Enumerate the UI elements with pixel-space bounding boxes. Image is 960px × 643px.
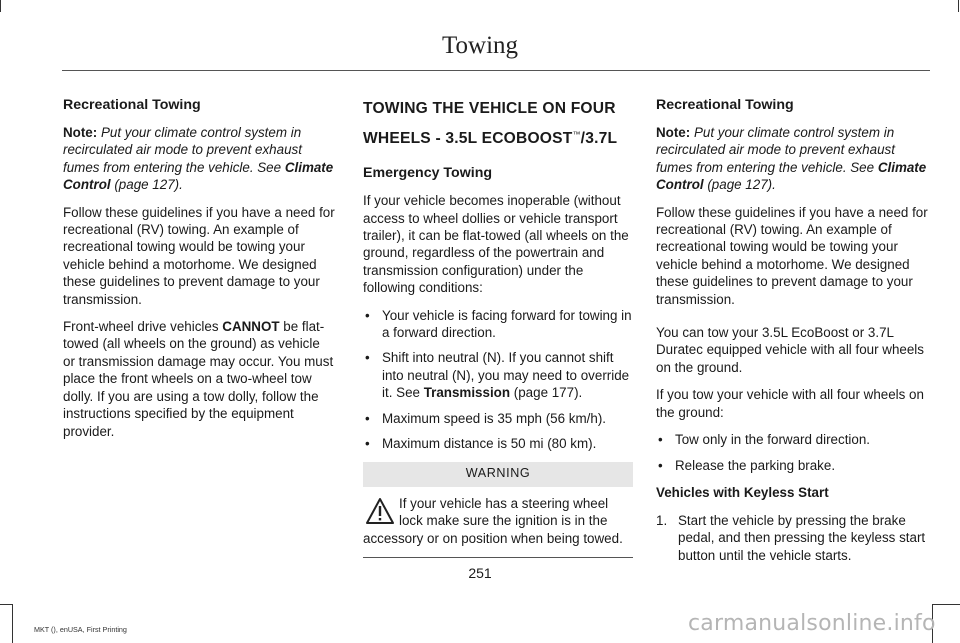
crop-mark-bottom-left xyxy=(12,604,13,643)
step-number: 1. xyxy=(656,512,668,528)
crop-mark-bottom-left-h xyxy=(0,604,12,605)
crop-mark-top-right xyxy=(958,0,959,12)
list-item: • Maximum distance is 50 mi (80 km). xyxy=(363,435,633,452)
rv-guidelines-paragraph-right: Follow these guidelines if you have a need for recreational (RV) towing. An example of recreational towing would be towing your vehicle behind a motorhome. We designed these guidelines to prevent damage to your transmission. xyxy=(656,204,928,307)
emergency-towing-heading: Emergency Towing xyxy=(363,165,493,182)
recreational-towing-heading-right: Recreational Towing xyxy=(656,97,794,113)
towing-conditions-list xyxy=(363,307,633,453)
climate-control-link[interactable]: Climate Control xyxy=(63,159,334,193)
note-text: Put your climate control system in recirculated air mode to prevent exhaust fumes from entering the vehicle. See xyxy=(63,125,302,175)
title-line-2a: WHEELS - 3.5L ECOBOOST xyxy=(363,130,573,148)
page-number: 251 xyxy=(468,565,492,581)
tow-on-ground-paragraph: If you tow your vehicle with all four wheels on the ground: xyxy=(656,387,924,420)
note-label: Note: xyxy=(656,125,691,140)
edition-footer: MKT (), enUSA, First Printing xyxy=(34,625,127,634)
rv-guidelines-paragraph: Follow these guidelines if you have a need for recreational (RV) towing. An example of recreational towing would be towing your vehicle behind a motorhome. We designed these guidelines to prevent damage to your transmission. xyxy=(63,204,335,307)
climate-control-link[interactable]: Climate Control xyxy=(656,159,927,193)
watermark-logo: carmanualsonline.info xyxy=(688,611,936,636)
title-line-2b: /3.7L xyxy=(580,130,618,148)
transmission-link[interactable]: Transmission xyxy=(423,385,511,401)
climate-note-right xyxy=(656,124,928,194)
warning-box xyxy=(363,495,633,558)
header-rule xyxy=(62,70,930,71)
keyless-steps-list xyxy=(656,512,928,564)
emergency-towing-paragraph: If your vehicle becomes inoperable (without access to wheel dollies or vehicle transport trailer), it can be flat-towed (all wheels on the ground, regardless of the powertrain and transmission configuration) under the following conditions: xyxy=(363,193,629,296)
transmission-page-ref: (page 177). xyxy=(513,385,583,401)
warning-text: If your vehicle has a steering wheel lock make sure the ignition is in the accessory or on position when being towed. xyxy=(363,495,623,546)
neutral-text: Shift into neutral (N). If you cannot shift into neutral (N), you may need to override it. See xyxy=(382,350,630,401)
trademark-symbol: ™ xyxy=(572,130,581,139)
list-item: • Tow only in the forward direction. xyxy=(656,431,928,448)
note-label: Note: xyxy=(63,125,98,140)
recreational-towing-heading: Recreational Towing xyxy=(63,97,201,113)
column-middle xyxy=(363,96,633,558)
front-wheel-drive-paragraph xyxy=(63,318,335,440)
crop-mark-top-left xyxy=(0,0,1,12)
tow-steps-list xyxy=(656,431,928,474)
title-line-1: TOWING THE VEHICLE ON FOUR xyxy=(363,100,616,117)
list-item xyxy=(656,512,928,564)
column-right xyxy=(656,96,928,564)
cannot-emphasis: CANNOT xyxy=(222,319,280,335)
warning-triangle-icon xyxy=(365,497,395,525)
four-wheel-towing-title xyxy=(363,96,633,152)
note-page-ref: (page 127). xyxy=(707,177,776,193)
column-left xyxy=(63,96,335,450)
climate-note xyxy=(63,124,335,194)
warning-header: WARNING xyxy=(363,462,633,486)
fwd-text-b: be flat-towed (all wheels on the ground) as vehicle or transmission damage may occur. You must place the front wheels on a two-wheel tow dolly. If you are using a tow dolly, follow the instructions specified by the equipment provider. xyxy=(63,319,334,439)
four-wheels-paragraph: You can tow your 3.5L EcoBoost or 3.7L Duratec equipped vehicle with all four wheels on the ground. xyxy=(656,325,924,375)
crop-mark-bottom-right-h xyxy=(933,604,960,605)
list-item xyxy=(363,349,633,401)
note-page-ref: (page 127). xyxy=(114,177,183,193)
list-item: • Release the parking brake. xyxy=(656,457,928,474)
list-item: • Maximum speed is 35 mph (56 km/h). xyxy=(363,410,633,427)
fwd-text-a: Front-wheel drive vehicles xyxy=(63,319,219,335)
step-text: Start the vehicle by pressing the brake pedal, and then pressing the keyless start button until the vehicle starts. xyxy=(678,512,926,563)
page-title: Towing xyxy=(441,32,519,59)
list-item: • Your vehicle is facing forward for towing in a forward direction. xyxy=(363,307,633,342)
keyless-start-heading: Vehicles with Keyless Start xyxy=(656,484,829,500)
note-text: Put your climate control system in recirculated air mode to prevent exhaust fumes from entering the vehicle. See xyxy=(656,125,895,175)
